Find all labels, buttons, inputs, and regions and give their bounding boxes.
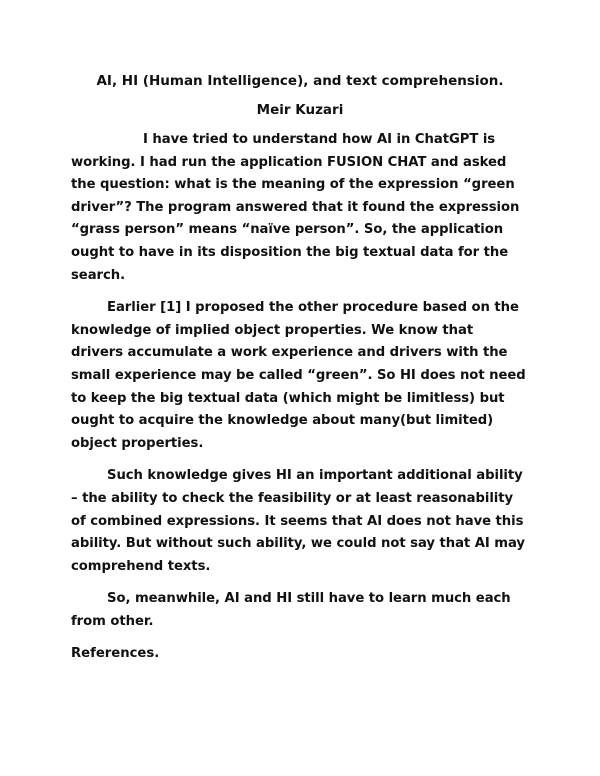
- paragraph-2: Earlier [1] I proposed the other procedure based on the knowledge of implied object properties. We know that drivers accumulate a work experience and drivers with the small experience may be called “green”. So HI does not need to keep the big textual data (which might be limitless) but ought to acquire the knowledge about many(but limited) object properties.: [71, 300, 526, 451]
- paragraph-1: I have tried to understand how AI in ChatGPT is working. I had run the application FUSION CHAT and asked the question: what is the meaning of the expression “green driver”? The program answered that it found the expression “grass person” means “naïve person”. So, the application ought to have in its disposition the big textual data for the search.: [71, 132, 520, 283]
- references-heading: References.: [71, 646, 160, 662]
- document-title: AI, HI (Human Intelligence), and text comprehension.: [96, 73, 504, 89]
- document-body: [71, 72, 529, 665]
- paragraph-3: Such knowledge gives HI an important additional ability – the ability to check the feasibility or at least reasonability of combined expressions. It seems that AI does not have this ability. But without such ability, we could not say that AI may comprehend texts.: [71, 468, 525, 574]
- paragraph-4: So, meanwhile, AI and HI still have to learn much each from other.: [71, 591, 511, 629]
- document-author: Meir Kuzari: [256, 102, 344, 118]
